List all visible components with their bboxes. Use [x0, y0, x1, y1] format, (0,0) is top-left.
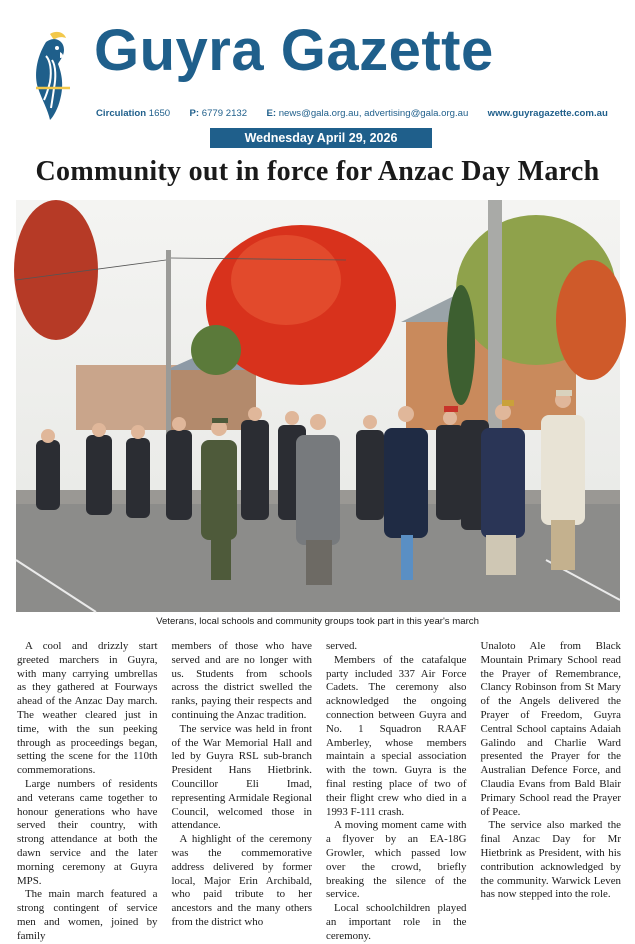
phone-value: 6779 2132	[201, 108, 248, 119]
article-column-4	[480, 640, 622, 901]
paragraph: A cool and drizzly start greeted marchers in Guyra, with many carrying umbrellas as they gathered at Fourways ahead of the Anzac Day march. The weather cleared just in time, with the sun peeking through as proceedings began, setting the scene for the 110th commemorations.	[17, 640, 158, 777]
email-label: E:	[266, 108, 277, 119]
paragraph: Large numbers of residents and veterans came together to honour generations who have served their country, with strong attendance at both the dawn service and the later morning ceremony at Guyra MPS.	[17, 777, 158, 887]
phone-label: P:	[189, 108, 200, 119]
article-body	[17, 640, 621, 942]
march-photo-illustration	[16, 200, 620, 612]
paragraph: Members of the catafalque party included 337 Air Force Cadets. The ceremony also acknowledged the ongoing connection between Guyra and No. 1 Squadron RAAF Amberley, whose members maintain a special association with the town. Guyra is the final resting place of two of their flight crew who died in a 1993 F-111 crash.	[326, 653, 467, 818]
issue-date: Wednesday April 29, 2026	[210, 128, 432, 148]
headline: Community out in force for Anzac Day March	[35, 156, 600, 187]
paragraph: The service also marked the final Anzac Day for Mr Hietbrink as President, with his contribution acknowledged by the community. Warwick Leven has now stepped into the role.	[480, 819, 621, 901]
paragraph: Local schoolchildren played an important role in the ceremony.	[326, 902, 467, 942]
paragraph: A moving moment came with a flyover by an EA-18G Growler, which passed low over the crowd, briefly breaking the silence of the service.	[326, 819, 467, 901]
paragraph: The main march featured a strong contingent of service men and women, joined by family	[17, 888, 158, 942]
website-link[interactable]: www.guyragazette.com.au	[487, 108, 608, 119]
anzac-march-photo	[16, 200, 620, 612]
newspaper-title: Guyra Gazette	[94, 18, 494, 83]
article-column-3	[326, 640, 467, 942]
paragraph: A highlight of the ceremony was the commemorative address delivered by former local, Major Erin Archibald, who paid tribute to her ancestors and the many others from the district who	[171, 833, 312, 928]
paragraph: members of those who have served and are no longer with us. Students from schools across the district swelled the ranks, paying their respects and continuing the Anzac tradition.	[171, 640, 312, 721]
paragraph: Unaloto Ale from Black Mountain Primary School read the Prayer of Remembrance, Clancy Robinson from St Mary of the Angels delivered the Prayer of Freedom, Guyra Central School captains Adaiah Galindo and Charlie Ward presented the Prayer for the Australian Defence Force, and Claudia Evans from Bald Blair Primary School read the Prayer of Peace.	[480, 640, 621, 818]
paragraph: served.	[326, 640, 358, 652]
contact-line	[96, 108, 608, 119]
cockatoo-logo-icon	[30, 30, 76, 122]
article-column-2	[171, 640, 313, 928]
paragraph: The service was held in front of the War Memorial Hall and led by Guyra RSL sub-branch President Hans Hietbrink. Councillor Eli Imad, representing Armidale Regional Council, welcomed those in attendance.	[171, 722, 312, 832]
article-column-1	[17, 640, 158, 942]
circulation-label: Circulation	[96, 108, 147, 119]
masthead	[0, 0, 635, 122]
photo-caption: Veterans, local schools and community groups took part in this year's march	[156, 616, 479, 627]
circulation-value: 1650	[148, 108, 171, 119]
email-value: news@gala.org.au, advertising@gala.org.au	[278, 108, 469, 119]
